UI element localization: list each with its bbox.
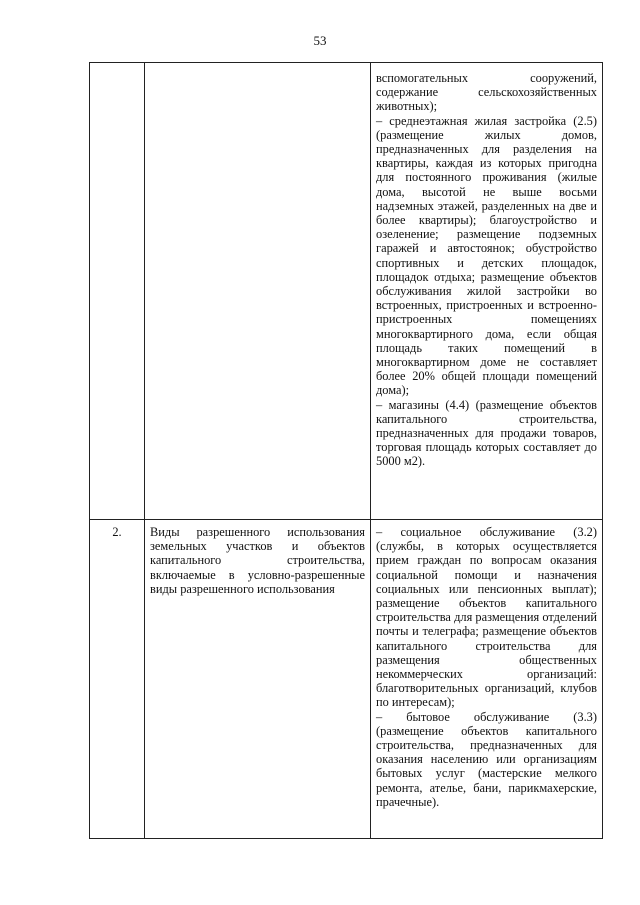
page-number: 53 — [313, 33, 327, 48]
usage-type-cell — [145, 520, 371, 839]
usage-description-cell — [371, 520, 603, 839]
regulations-table — [89, 62, 603, 839]
table-row — [90, 63, 603, 520]
usage-type-text — [146, 64, 369, 73]
row-number-cell: 2. — [90, 520, 145, 839]
description-paragraph: – бытовое обслуживание (3.3) (размещение объектов капитального строительства, предназначенных для оказания населению или организациям бытовых услуг (мастерские мелкого ремонта, ателье, бани, парикмахерские, прачечные). — [376, 709, 597, 809]
description-paragraph: – среднеэтажная жилая застройка (2.5) (размещение жилых домов, предназначенных для разделения на квартиры, каждая из которых пригодна для постоянного проживания (жилые дома, высотой не выше восьми надземных этажей, разделенных на две и более квартиры); благоустройство и озеленение; размещение подземных гаражей и автостоянок; обустройство спортивных и детских площадок, площадок отдыха; размещение объектов обслуживания жилой застройки во встроенных, пристроенных и встроенно-пристроенных помещениях многоквартирного дома, если общая площадь таких помещений в многоквартирном доме не составляет более 20% общей площади помещений дома); — [376, 113, 597, 398]
description-paragraph: – социальное обслуживание (3.2) (службы, в которых осуществляется прием граждан по вопросам оказания социальной помощи и назначения социальных или пенсионных выплат); размещение объектов капитального строительства для размещения отделений почты и телеграфа; размещение объектов капитального строительства для размещения общественных некоммерческих организаций: благотворительных организаций, клубов по интересам); — [376, 525, 597, 710]
row-number-cell — [90, 63, 145, 520]
description-paragraph: вспомогательных сооружений, содержание сельскохозяйственных животных); — [376, 71, 597, 114]
description-paragraph: – магазины (4.4) (размещение объектов капитального строительства, предназначенных для продажи товаров, торговая площадь которых составляет до 5000 м2). — [376, 397, 597, 469]
usage-description-cell — [371, 63, 603, 520]
table-row — [90, 520, 603, 839]
usage-type-text: Виды разрешенного использования земельных участков и объектов капитального строительства, включаемые в условно-разрешенные виды разрешенного использования — [150, 525, 365, 596]
usage-type-cell — [145, 63, 371, 520]
